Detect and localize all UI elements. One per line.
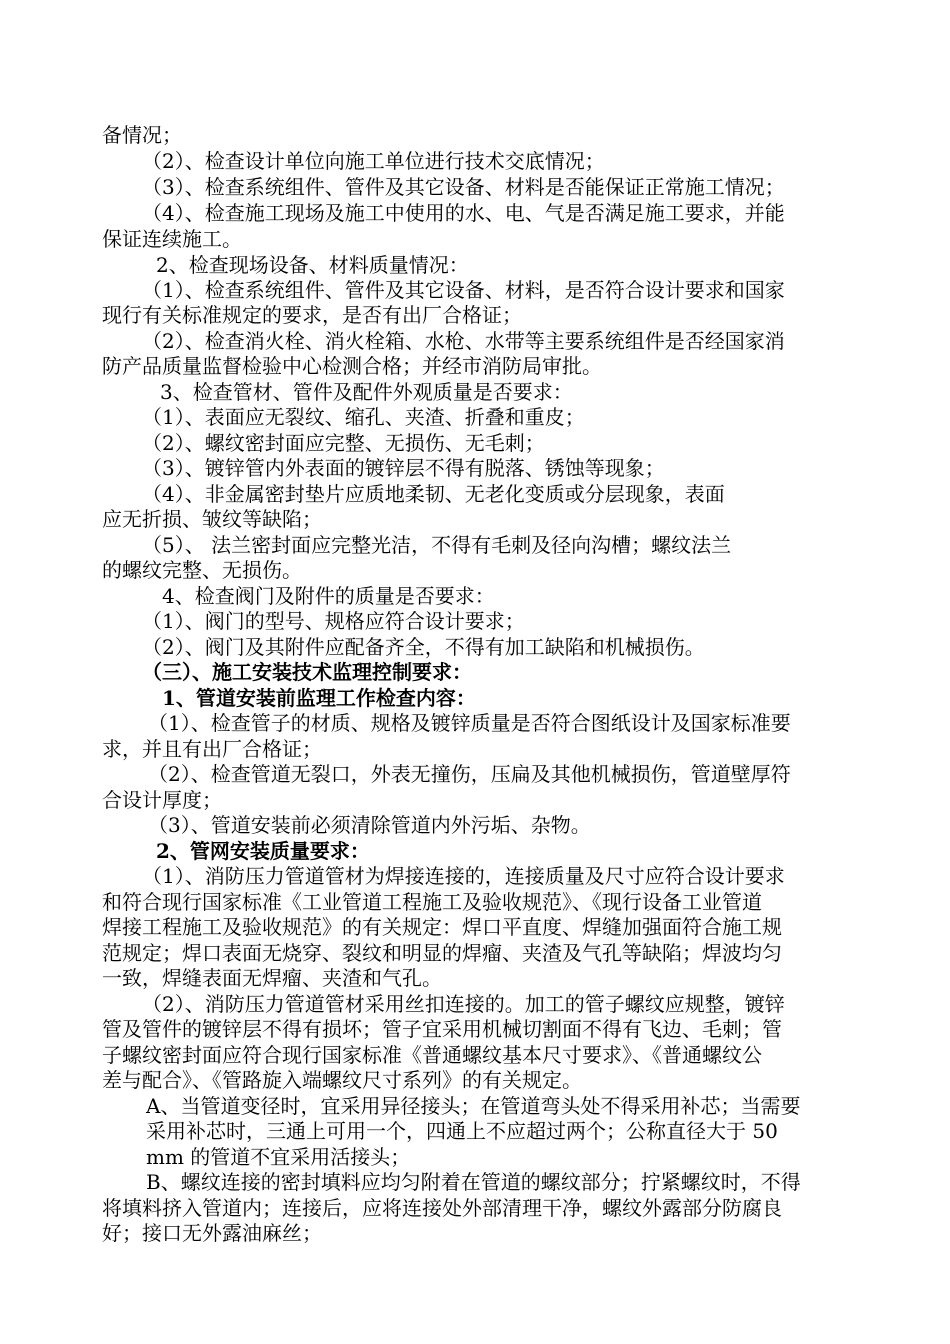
text-line: 和符合现行国家标准《工业管道工程施工及验收规范》、《现行设备工业管道 [102,890,762,914]
text-line: 一致，焊缝表面无焊瘤、夹渣和气孔。 [102,966,442,990]
text-line: （1）、检查管子的材质、规格及镀锌质量是否符合图纸设计及国家标准要 [148,711,791,735]
text-line: 防产品质量监督检验中心检测合格；并经市消防局审批。 [102,354,602,378]
text-line: （3）、镀锌管内外表面的镀锌层不得有脱落、锈蚀等现象； [142,456,665,480]
text-line: （2）、检查消火栓、消火栓箱、水枪、水带等主要系统组件是否经国家消 [142,329,785,353]
text-line: 焊接工程施工及验收规范》的有关规定：焊口平直度、焊缝加强面符合施工规 [102,915,782,939]
bold-subheading: 2、管网安装质量要求： [156,839,370,863]
text-line: 好；接口无外露油麻丝； [102,1221,322,1245]
text-line: （3）、检查系统组件、管件及其它设备、材料是否能保证正常施工情况； [142,175,785,199]
text-line: （4）、非金属密封垫片应质地柔韧、无老化变质或分层现象，表面 [142,482,725,506]
text-line: B、螺纹连接的密封填料应均匀附着在管道的螺纹部分；拧紧螺纹时，不得 [146,1170,801,1194]
text-line: （2）、阀门及其附件应配备齐全，不得有加工缺陷和机械损伤。 [142,635,705,659]
text-line: （5）、 法兰密封面应完整光洁，不得有毛刺及径向沟槽；螺纹法兰 [142,533,732,557]
text-line: 现行有关标准规定的要求，是否有出厂合格证； [102,303,522,327]
text-line: mm 的管道不宜采用活接头； [146,1145,411,1169]
text-line: 子螺纹密封面应符合现行国家标准《普通螺纹基本尺寸要求》、《普通螺纹公 [102,1043,762,1067]
text-line: （1）、表面应无裂纹、缩孔、夹渣、折叠和重皮； [142,405,585,429]
text-line: （4）、检查施工现场及施工中使用的水、电、气是否满足施工要求，并能 [142,201,785,225]
text-line: 范规定；焊口表面无烧穿、裂纹和明显的焊瘤、夹渣及气孔等缺陷；焊波均匀 [102,941,782,965]
section-heading: 2、检查现场设备、材料质量情况： [156,253,469,277]
text-line: （2）、消防压力管道管材采用丝扣连接的。加工的管子螺纹应规整，镀锌 [142,992,785,1016]
bold-heading: （三）、施工安装技术监理控制要求： [142,660,472,684]
text-line: 备情况； [102,123,182,147]
text-line: （1）、消防压力管道管材为焊接连接的，连接质量及尺寸应符合设计要求 [142,864,785,888]
text-line: （3）、管道安装前必须清除管道内外污垢、杂物。 [148,813,591,837]
text-line: （2）、检查设计单位向施工单位进行技术交底情况； [142,149,605,173]
text-line: 应无折损、皱纹等缺陷； [102,507,322,531]
text-line: 将填料挤入管道内；连接后，应将连接处外部清理干净，螺纹外露部分防腐良 [102,1196,782,1220]
text-line: 保证连续施工。 [102,227,242,251]
text-line: 差与配合》、《管路旋入端螺纹尺寸系列》的有关规定。 [102,1068,582,1092]
text-line: （2）、检查管道无裂口，外表无撞伤，压扁及其他机械损伤，管道壁厚符 [148,762,791,786]
section-heading: 3、检查管材、管件及配件外观质量是否要求： [160,380,573,404]
text-line: （1）、阀门的型号、规格应符合设计要求； [142,609,525,633]
text-line: 合设计厚度； [102,788,222,812]
text-line: 的螺纹完整、无损伤。 [102,558,302,582]
text-line: （1）、检查系统组件、管件及其它设备、材料，是否符合设计要求和国家 [142,278,785,302]
section-heading: 4、检查阀门及附件的质量是否要求： [162,584,495,608]
text-line: 采用补芯时，三通上可用一个，四通上不应超过两个；公称直径大于 50 [146,1119,778,1143]
text-line: （2）、螺纹密封面应完整、无损伤、无毛刺； [142,431,545,455]
text-line: A、当管道变径时，宜采用异径接头；在管道弯头处不得采用补芯；当需要 [146,1094,801,1118]
text-line: 求，并且有出厂合格证； [102,737,322,761]
bold-subheading: 1、管道安装前监理工作检查内容： [162,686,476,710]
text-line: 管及管件的镀锌层不得有损坏；管子宜采用机械切割面不得有飞边、毛刺；管 [102,1017,782,1041]
